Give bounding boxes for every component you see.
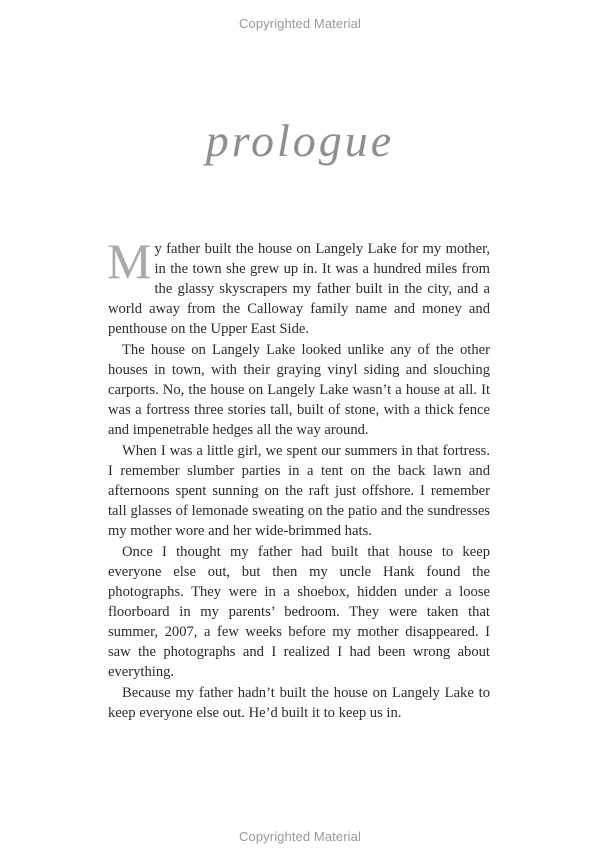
- copyright-watermark-top: Copyrighted Material: [239, 16, 361, 31]
- paragraph-5: Because my father hadn’t built the house on Langely Lake to keep everyone else out. He’d built it to keep us in.: [108, 685, 490, 722]
- paragraph-3: When I was a little girl, we spent our summers in that fortress. I remember slumber parties in a tent on the back lawn and afternoons spent sunning on the raft just offshore. I remember tall glasses of lemonade sweating on the patio and the sundresses my mother wore and her wide-brimmed hats.: [108, 442, 490, 540]
- paragraph-1: [107, 233, 490, 339]
- prologue-body: [107, 233, 490, 723]
- chapter-title: prologue: [205, 115, 395, 166]
- paragraph-1-text: y father built the house on Langely Lake for my mother, in the town she grew up in. It was a hundred miles from the glassy skyscrapers my father built in the city, and a world away from the Calloway family name and money and penthouse on the Upper East Side.: [108, 241, 490, 338]
- drop-cap: M: [107, 233, 152, 289]
- paragraph-2: The house on Langely Lake looked unlike any of the other houses in town, with their graying vinyl siding and slouching carports. No, the house on Langely Lake wasn’t a house at all. It was a fortress three stories tall, built of stone, with a thick fence and impenetrable hedges all the way around.: [108, 341, 490, 439]
- paragraph-4: Once I thought my father had built that house to keep everyone else out, but then my uncle Hank found the photographs. They were in a shoebox, hidden under a loose floorboard in my parents’ bedroom. They were taken that summer, 2007, a few weeks before my mother disappeared. I saw the photographs and I realized I had been wrong about everything.: [108, 543, 490, 681]
- copyright-watermark-bottom: Copyrighted Material: [239, 829, 361, 844]
